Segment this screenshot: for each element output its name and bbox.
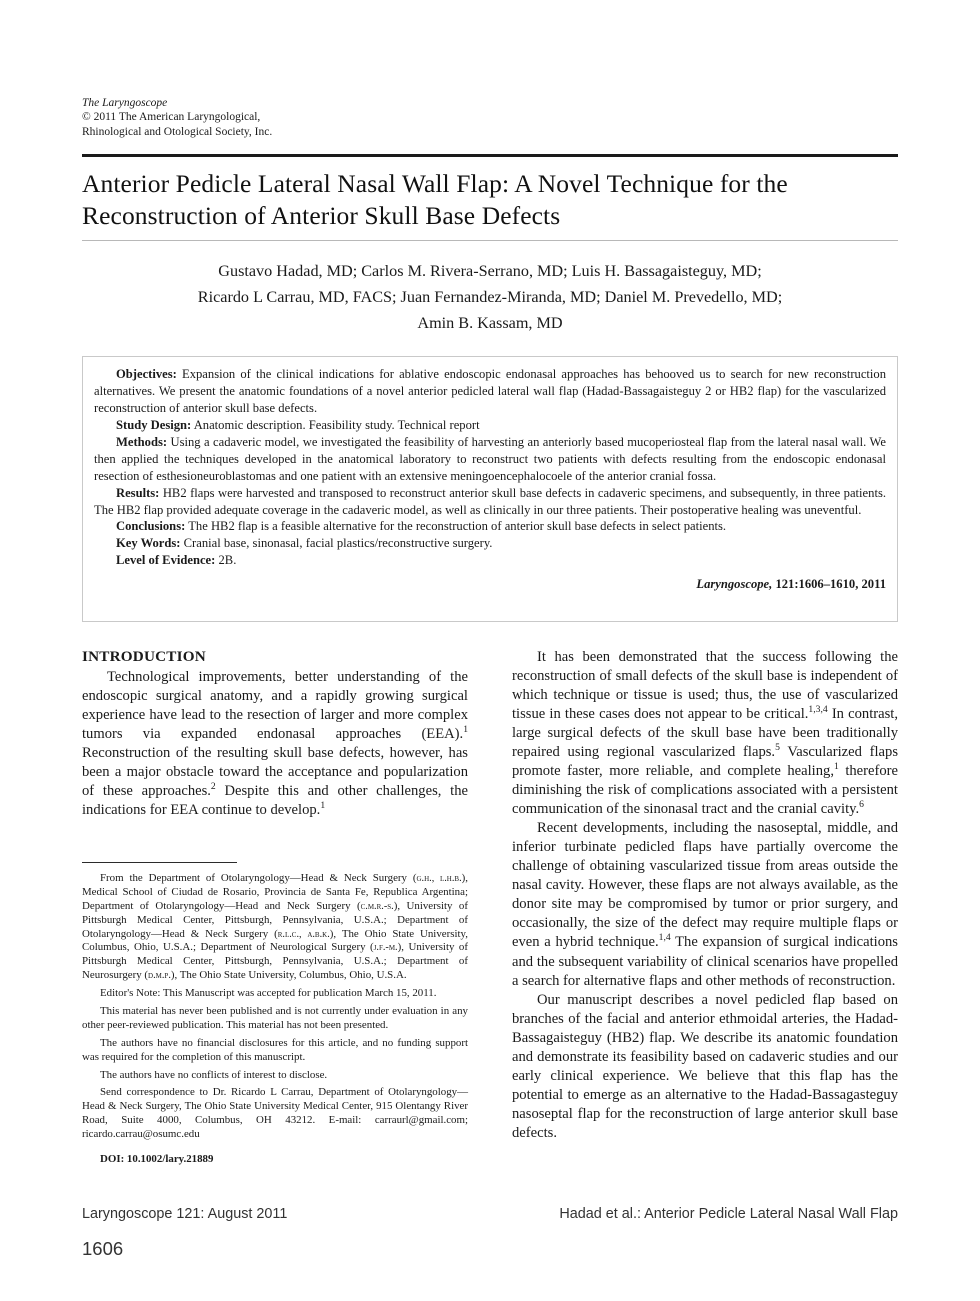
abstract-text-results: HB2 flaps were harvested and transposed to reconstruct anterior skull base defects in cadaveric specimens, and subsequently, in three patients. The HB2 flap provided adequate coverage in the cadaveric model, as well as clinically in our three patients. Their postoperative healing was uneventful. [94,485,886,517]
citation-journal: Laryngoscope, [696,577,773,592]
page-footer [82,1206,898,1222]
author-line: Ricardo L Carrau, MD, FACS; Juan Fernandez-Miranda, MD; Daniel M. Prevedello, MD; [197,288,783,307]
abstract-citation [94,576,886,593]
column-left [82,648,468,820]
abstract-keywords [94,535,886,552]
page-title: Anterior Pedicle Lateral Nasal Wall Flap: A Novel Technique for the Reconstruction of Anterior Skull Base Defects [82,169,788,231]
copyright-line-1: © 2011 The American Laryngological, [82,111,261,124]
citation-ref: 2 [210,781,216,793]
intro-text-1: Technological improvements, better understanding of the endoscopic surgical anatomy, and a rapidly growing surgical experience have lead to the resection of larger and more complex tumors via expanded endonasal approaches (EEA). [82,669,468,743]
journal-masthead [82,96,582,139]
intro-text-2: Reconstruction of the resulting skull base defects, however, has been a major obstacle toward the acceptance and popularization of these approaches. [82,745,468,800]
footnote-block [82,872,468,1171]
author-line: Gustavo Hadad, MD; Carlos M. Rivera-Serrano, MD; Luis H. Bassagaisteguy, MD; [218,262,762,280]
page-number: 1606 [82,1238,124,1259]
journal-name: The Laryngoscope [82,97,168,109]
citation-ref: 1 [833,761,839,773]
body-paragraph-1 [512,648,898,819]
abstract-results [94,485,886,519]
abstract-label-conclusions: Conclusions: [116,519,186,534]
column-right [512,648,898,1143]
author-initials: g.h., l.h.b. [416,873,462,884]
abstract-text-study-design: Anatomic description. Feasibility study. Technical report [191,417,480,432]
header-rule-thick [82,154,898,157]
affiliation-text-3: ), University of Pittsburgh Medical Center, Pittsburgh, Pennsylvania, U.S.A.; Department of Otolaryngology—Head & Neck Surgery ( [82,899,469,940]
footer-running-head: Hadad et al.: Anterior Pedicle Lateral Nasal Wall Flap [559,1206,898,1222]
footer-journal-issue: Laryngoscope 121: August 2011 [82,1206,288,1222]
body-paragraph-3: Our manuscript describes a novel pedicled flap based on branches of the facial and anterior ethmoidal arteries, the Hadad-Bassagaisteguy (HB2) flap. We describe its anatomic foundation and demonstrate its feasibility based on cadaveric studies and our early clinical experience. We believe that this flap has the potential to emerge as an alternative to the Hadad-Bassagasteguy nasoseptal flap for the reconstruction of large anterior skull base defects. [512,991,898,1141]
footnote-correspondence: Send correspondence to Dr. Ricardo L Carrau, Department of Otolaryngology—Head & Neck Surgery, The Ohio State University Medical Center, 915 Olentangy River Road, Suite 4000, Columbus, OH 43212. E-mail: carraurl@gmail.com; ricardo.carrau@osumc.edu [82,1086,468,1141]
copyright-line-2: Rhinological and Otological Society, Inc. [82,125,273,138]
citation-ref: 6 [859,799,864,811]
abstract-objectives [94,366,886,417]
abstract-box [82,356,898,622]
affiliation-text-1: From the Department of Otolaryngology—Head & Neck Surgery ( [100,872,417,884]
title-rule-thin [82,240,898,241]
footnote-doi: DOI: 10.1002/lary.21889 [100,1153,214,1166]
body-text-2: In contrast, large surgical defects of the skull base have been traditionally repaired using regional vascularized flaps. [512,706,898,761]
abstract-level-of-evidence [94,552,886,569]
abstract-text-conclusions: The HB2 flap is a feasible alternative for the reconstruction of anterior skull base defects in select patients. [185,519,727,534]
citation-ref: 1 [320,800,326,812]
abstract-label-keywords: Key Words: [116,536,181,551]
abstract-text-keywords: Cranial base, sinonasal, facial plastics/reconstructive surgery. [180,536,493,551]
abstract-text-objectives: Expansion of the clinical indications for ablative endoscopic endonasal approaches has behooved us to search for new reconstruction alternatives. We present the anatomic foundations of a novel anterior pedicled lateral wall flap (Hadad-Bassagaisteguy 2 or HB2 flap) for the vascularized reconstruction of anterior skull base defects. [94,367,886,415]
intro-text-3: Despite this and other challenges, the indications for EEA continue to develop. [82,783,468,819]
abstract-text-level: 2B. [215,553,237,568]
citation-volume-pages: 121:1606–1610, 2011 [772,577,886,592]
affiliation-text-6: ), The Ohio State University, Columbus, Ohio, U.S.A. [170,969,407,982]
affiliation-text-5: ), University of Pittsburgh Medical Center, Pittsburgh, Pennsylvania, U.S.A.; Department of Neurosurgery ( [82,941,468,982]
footnote-never-published: This material has never been published and is not currently under evaluation in any other peer-reviewed publication. This material has not been presented. [82,1005,468,1031]
body-text-4: therefore diminishing the risk of complications associated with a persistent communication of the sinonasal tract and the cranial cavity. [512,763,898,818]
body-text-3: Vascularized flaps promote faster, more reliable, and complete healing, [512,744,898,780]
abstract-label-methods: Methods: [116,434,168,449]
citation-ref: 5 [775,742,780,754]
author-initials: c.m.r.-s. [360,900,394,912]
footnote-disclosures: The authors have no financial disclosures for this article, and no funding support was required for the completion of this manuscript. [82,1036,468,1063]
citation-ref: 1,4 [658,932,671,944]
citation-ref: 1 [463,724,468,736]
abstract-label-study-design: Study Design: [116,417,192,432]
author-initials: j.f.-m. [373,942,398,954]
section-heading-introduction: INTRODUCTION [82,648,206,665]
body-paragraph-2 [512,819,898,990]
abstract-conclusions [94,518,886,535]
body-text-6: The expansion of surgical indications and the subsequent variability of clinical scenarios have propelled a search for alternative flaps and other methods of reconstruction. [512,934,898,989]
intro-paragraph-1 [82,668,468,820]
footnote-conflicts: The authors have no conflicts of interest to disclose. [100,1068,328,1081]
author-initials: r.l.c., a.b.k. [277,928,330,940]
affiliation-text-4: ), The Ohio State University, Columbus, Ohio, U.S.A.; Department of Neurological Surgery ( [82,927,468,954]
author-line: Amin B. Kassam, MD [417,314,563,333]
affiliation-text-2: ), Medical School of Ciudad de Rosario, Provincia de Santa Fe, Republica Argentina; Department of Otolaryngology—Head and Neck Surgery ( [82,872,468,912]
abstract-text-methods: Using a cadaveric model, we investigated the feasibility of harvesting an anteriorly based mucoperiosteal flap from the lateral nasal wall. We then applied the techniques developed in the anatomical laboratory to reconstruct two patients with defects resulting from the endoscopic endonasal resection of esthesioneuroblastomas and one patient with an extensive meningoencephalocoele of the anterior cranial fossa. [94,434,886,483]
abstract-label-objectives: Objectives: [116,367,177,381]
abstract-methods [94,434,886,485]
abstract-label-results: Results: [116,485,160,500]
citation-ref: 1,3,4 [808,704,828,716]
author-initials: d.m.p. [148,970,171,982]
abstract-label-level: Level of Evidence: [116,553,216,568]
footnote-separator-rule [82,862,237,863]
body-text-5: Recent developments, including the nasoseptal, middle, and inferior turbinate pedicled flaps have partially overcome the challenge of obtaining vascularized tissue from areas outside the nasal cavity. However, these flaps are not always available, as the donor site may be compromised by tumor or prior surgery, and occasionally, the size of the defect may require multiple flaps or even a hybrid technique. [512,820,898,951]
footnote-affiliations [82,872,468,983]
body-text-1: It has been demonstrated that the success following the reconstruction of small defects of the skull base is independent of which technique or tissue is used; thus, the use of vascularized tissue in these cases does not appear to be critical. [512,649,898,723]
footnote-editors-note: Editor's Note: This Manuscript was accepted for publication March 15, 2011. [100,987,437,1000]
author-list [82,258,898,337]
abstract-study-design [94,417,886,434]
